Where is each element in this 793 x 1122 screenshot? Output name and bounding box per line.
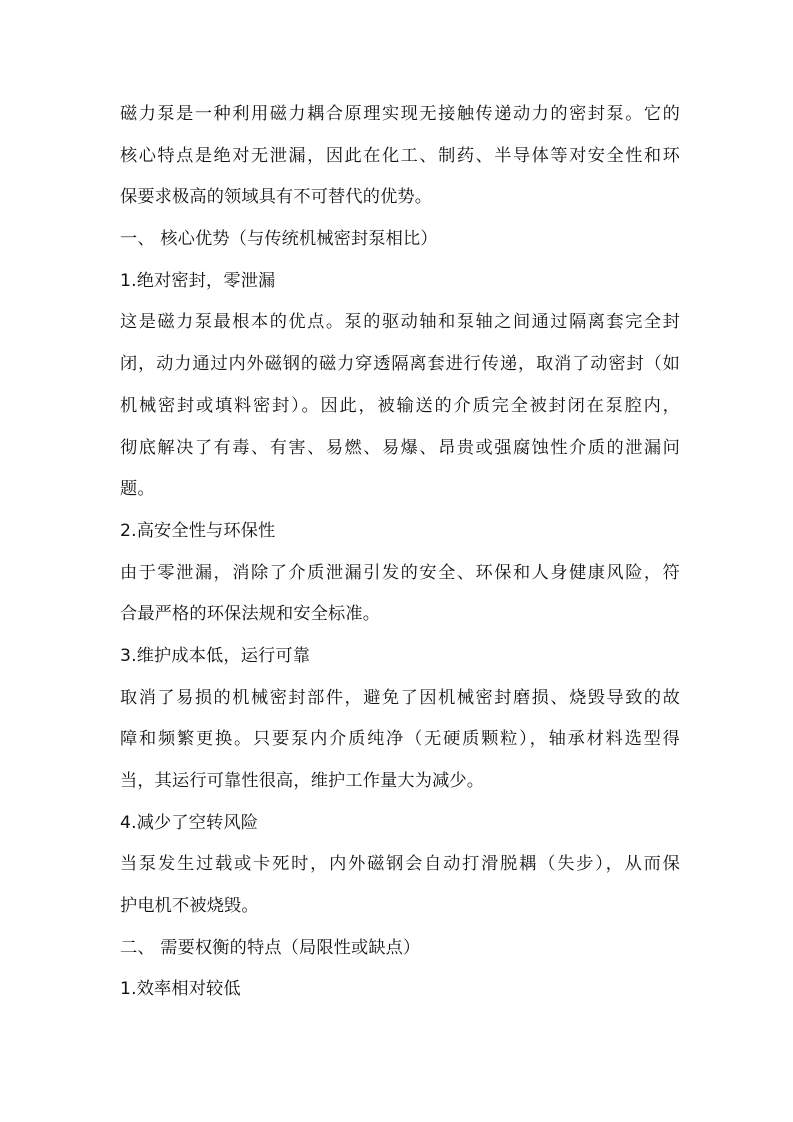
subsection-heading: 2.高安全性与环保性 [120, 520, 276, 541]
section-heading: 一、 核心优势（与传统机械密封泵相比） [120, 229, 438, 250]
subsection-heading: 1.效率相对较低 [120, 979, 241, 1000]
section-heading: 二、 需要权衡的特点（局限性或缺点） [120, 937, 421, 958]
text-line: 题。 [120, 479, 155, 500]
subsection-heading: 1.绝对密封，零泄漏 [120, 270, 276, 291]
text-line: 核心特点是绝对无泄漏，因此在化工、制药、半导体等对安全性和环 [120, 145, 680, 166]
text-line: 机械密封或填料密封）。因此，被输送的介质完全被封闭在泵腔内， [120, 395, 680, 416]
text-line: 由于零泄漏，消除了介质泄漏引发的安全、环保和人身健康风险，符 [120, 562, 680, 583]
text-line: 护电机不被烧毁。 [120, 896, 259, 917]
text-line: 彻底解决了有毒、有害、易燃、易爆、昂贵或强腐蚀性介质的泄漏问 [120, 437, 680, 458]
subsection-heading: 4.减少了空转风险 [120, 812, 259, 833]
text-line: 合最严格的环保法规和安全标准。 [120, 604, 381, 625]
text-line: 闭，动力通过内外磁钢的磁力穿透隔离套进行传递，取消了动密封（如 [120, 354, 680, 375]
text-line: 障和频繁更换。只要泵内介质纯净（无硬质颗粒），轴承材料选型得 [120, 729, 680, 750]
text-line: 磁力泵是一种利用磁力耦合原理实现无接触传递动力的密封泵。它的 [120, 104, 680, 124]
text-line: 保要求极高的领域具有不可替代的优势。 [120, 187, 433, 208]
text-line: 这是磁力泵最根本的优点。泵的驱动轴和泵轴之间通过隔离套完全封 [120, 312, 680, 333]
text-line: 当，其运行可靠性很高，维护工作量大为减少。 [120, 771, 485, 791]
document-page [120, 94, 680, 1011]
text-line: 当泵发生过载或卡死时，内外磁钢会自动打滑脱耦（失步），从而保 [120, 854, 680, 875]
text-line: 取消了易损的机械密封部件，避免了因机械密封磨损、烧毁导致的故 [120, 687, 680, 708]
subsection-heading: 3.维护成本低，运行可靠 [120, 645, 311, 666]
